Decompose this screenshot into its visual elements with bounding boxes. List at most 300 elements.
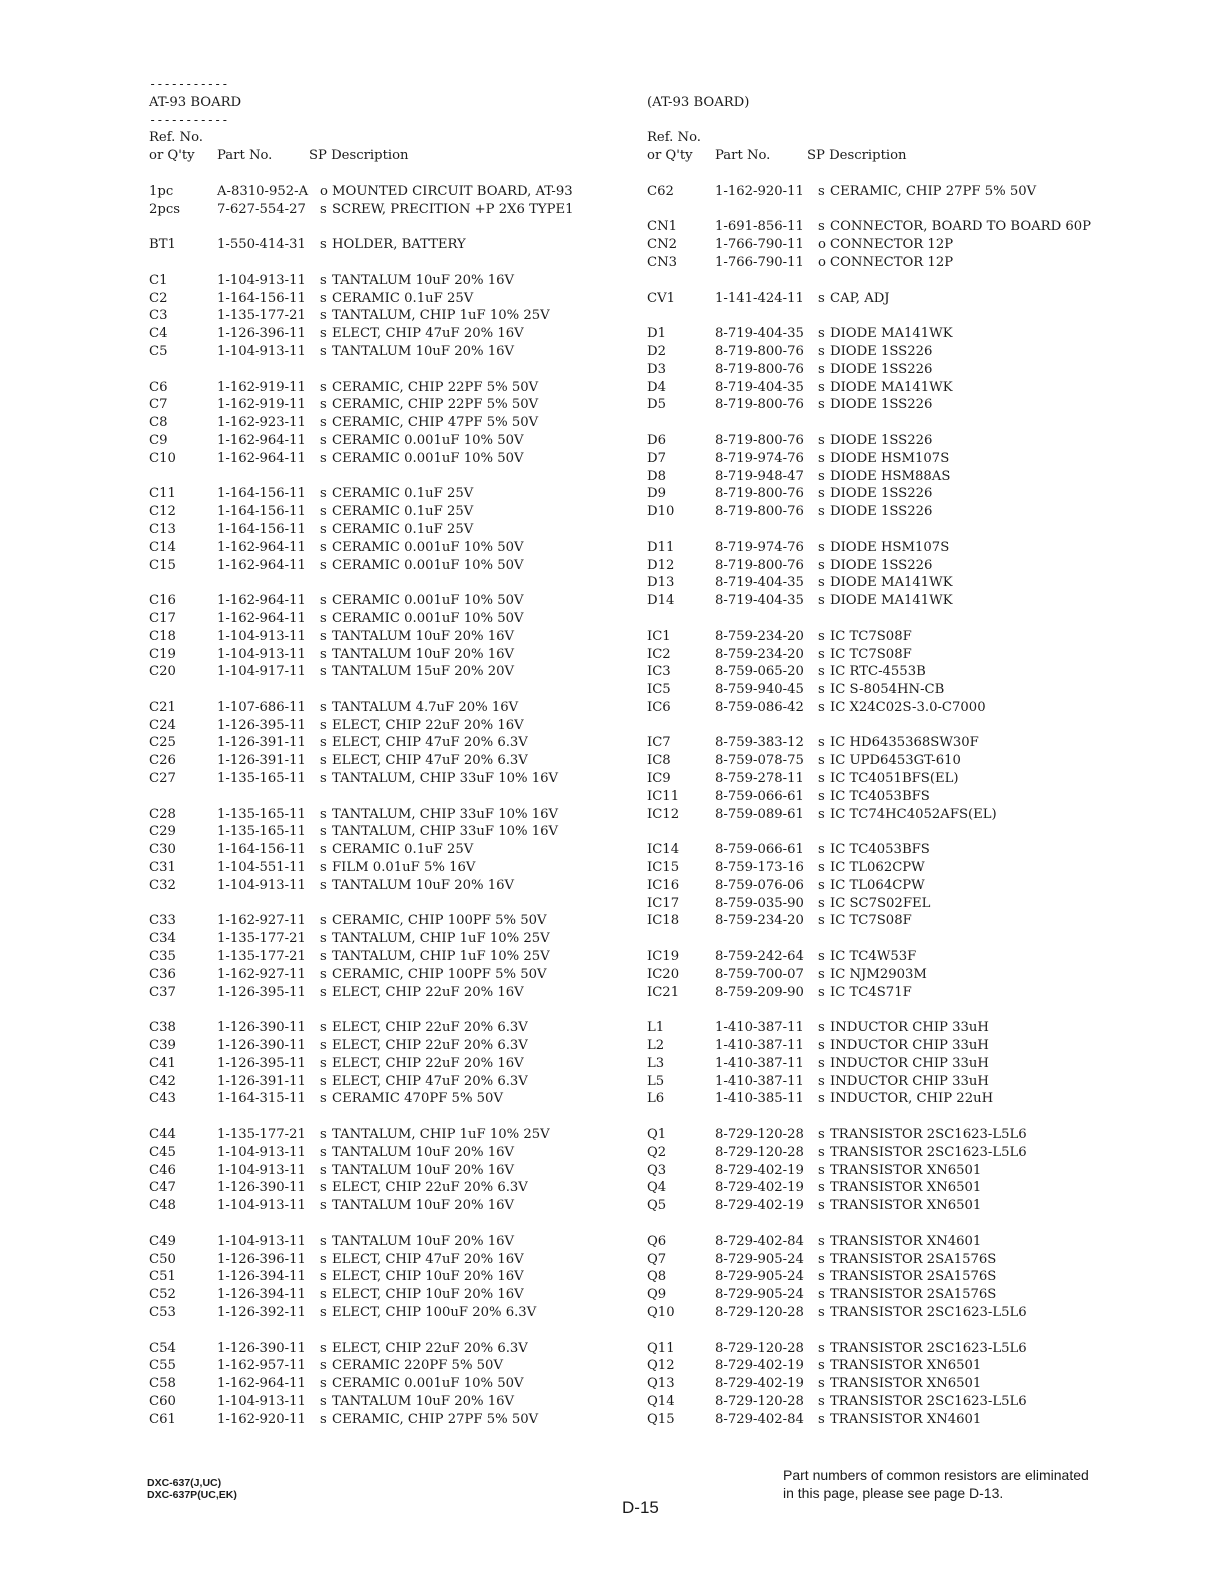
description: TRANSISTOR XN6501 [830,1198,982,1214]
part-row [149,396,609,414]
part-no: 1-104-913-11 [217,877,306,893]
ref-no: C12 [149,504,176,520]
part-row [647,752,1147,770]
part-row [149,1268,609,1286]
part-row [149,1055,609,1073]
part-no: 1-107-686-11 [217,699,306,715]
ref-no: D6 [647,432,666,448]
part-row [647,1411,1147,1429]
sp-code: s [818,1055,825,1071]
part-row [149,503,609,521]
ref-no: IC11 [647,788,680,804]
part-row [149,663,609,681]
ref-no: D11 [647,539,675,555]
sp-code: s [818,949,825,965]
ref-no: C47 [149,1180,176,1196]
part-row [149,930,609,948]
part-no: 8-719-800-76 [715,504,804,520]
part-row [647,592,1147,610]
description: ELECT, CHIP 10uF 20% 16V [332,1287,524,1303]
ref-no: Q8 [647,1269,667,1285]
description: CERAMIC, CHIP 22PF 5% 50V [332,379,539,395]
part-no: 1-410-387-11 [715,1020,804,1036]
part-row [149,770,609,788]
ref-no: CV1 [647,290,676,306]
sp-code: s [320,1073,327,1089]
part-row [647,218,1147,236]
part-no: 7-627-554-27 [217,201,306,217]
sp-code: s [320,557,327,573]
sp-code: s [818,219,825,235]
description: TRANSISTOR 2SA1576S [830,1269,997,1285]
part-row [149,1357,609,1375]
description: CERAMIC 0.001uF 10% 50V [332,610,524,626]
part-row [647,734,1147,752]
ref-no: Q3 [647,1162,667,1178]
ref-no: C45 [149,1144,176,1160]
part-row [149,485,609,503]
part-row [149,539,609,557]
ref-no: C19 [149,646,176,662]
description: CERAMIC 0.001uF 10% 50V [332,557,524,573]
part-row [149,752,609,770]
description: TANTALUM, CHIP 33uF 10% 16V [332,806,559,822]
part-no: 1-162-964-11 [217,610,306,626]
description: TANTALUM, CHIP 1uF 10% 25V [332,949,550,965]
part-row [647,1162,1147,1180]
description: DIODE HSM107S [830,450,950,466]
part-row [647,859,1147,877]
part-no: 8-759-066-61 [715,788,804,804]
sp-code: s [320,1304,327,1320]
sp-code: s [818,450,825,466]
description: CERAMIC 0.1uF 25V [332,486,474,502]
part-row [647,236,1147,254]
description: IC SC7S02FEL [830,895,931,911]
description: IC S-8054HN-CB [830,682,945,698]
description: INDUCTOR CHIP 33uH [830,1055,989,1071]
part-no: 8-759-234-20 [715,628,804,644]
description: IC TC4W53F [830,949,917,965]
description: ELECT, CHIP 22uF 20% 16V [332,717,524,733]
sp-code: s [818,628,825,644]
part-row [149,183,609,201]
ref-no: 2pcs [149,201,180,217]
description: CERAMIC 0.1uF 25V [332,504,474,520]
description: TRANSISTOR XN6501 [830,1162,982,1178]
ref-no: C3 [149,308,168,324]
description: DIODE 1SS226 [830,504,933,520]
header-ref-qty: or Q'ty [647,148,693,164]
part-row [647,806,1147,824]
part-no: 1-550-414-31 [217,237,306,253]
part-no: 1-135-165-11 [217,771,306,787]
ref-no: IC21 [647,984,680,1000]
ref-no: CN2 [647,237,678,253]
part-row [647,1357,1147,1375]
part-no: 8-719-800-76 [715,343,804,359]
ref-no: IC20 [647,966,680,982]
part-row [647,1073,1147,1091]
description: ELECT, CHIP 47uF 20% 6.3V [332,753,528,769]
description: CERAMIC 0.001uF 10% 50V [332,432,524,448]
part-no: 1-162-964-11 [217,1376,306,1392]
part-row [149,859,609,877]
part-row [647,1019,1147,1037]
sp-code: s [818,557,825,573]
part-no: 1-104-913-11 [217,646,306,662]
part-row [149,307,609,325]
description: DIODE 1SS226 [830,557,933,573]
part-row [149,272,609,290]
part-no: 8-729-402-19 [715,1180,804,1196]
part-no: 1-104-913-11 [217,628,306,644]
description: CONNECTOR 12P [830,237,954,253]
ref-no: IC17 [647,895,680,911]
description: TRANSISTOR 2SA1576S [830,1287,997,1303]
ref-no: C6 [149,379,168,395]
part-no: 8-729-120-28 [715,1340,804,1356]
part-no: 1-126-394-11 [217,1269,306,1285]
part-no: 1-104-913-11 [217,1393,306,1409]
part-no: 8-719-800-76 [715,432,804,448]
part-row [149,1340,609,1358]
description: TANTALUM 10uF 20% 16V [332,877,515,893]
description: CERAMIC 0.1uF 25V [332,842,474,858]
part-no: 1-126-391-11 [217,1073,306,1089]
part-row [647,966,1147,984]
description: TANTALUM 10uF 20% 16V [332,1198,515,1214]
description: CERAMIC, CHIP 100PF 5% 50V [332,966,547,982]
ref-no: 1pc [149,183,174,199]
part-row [647,788,1147,806]
ref-no: CN1 [647,219,678,235]
ref-no: CN3 [647,254,678,270]
part-row [647,183,1147,201]
part-no: 1-126-395-11 [217,717,306,733]
description: TRANSISTOR XN6501 [830,1358,982,1374]
ref-no: D4 [647,379,666,395]
ref-no: C15 [149,557,176,573]
description: CAP, ADJ [830,290,890,306]
description: MOUNTED CIRCUIT BOARD, AT-93 [332,183,573,199]
sp-code: o [320,183,328,199]
sp-code: s [818,183,825,199]
part-row [149,1073,609,1091]
description: TANTALUM 10uF 20% 16V [332,1233,515,1249]
part-row [149,1019,609,1037]
description: IC TC4053BFS [830,788,930,804]
part-no: 8-719-974-76 [715,450,804,466]
description: CERAMIC, CHIP 47PF 5% 50V [332,415,539,431]
part-no: 8-729-905-24 [715,1251,804,1267]
sp-code: s [320,1287,327,1303]
part-no: 1-126-394-11 [217,1287,306,1303]
ref-no: C38 [149,1020,176,1036]
description: TANTALUM 15uF 20% 20V [332,664,515,680]
part-no: 8-729-402-19 [715,1162,804,1178]
description: IC TC7S08F [830,913,912,929]
sp-code: s [320,308,327,324]
ref-no: Q6 [647,1233,667,1249]
sp-code: s [320,326,327,342]
part-no: 8-759-234-20 [715,913,804,929]
description: CERAMIC, CHIP 22PF 5% 50V [332,397,539,413]
sp-code: s [320,771,327,787]
part-row [647,432,1147,450]
sp-code: s [818,504,825,520]
ref-no: C18 [149,628,176,644]
part-no: 1-766-790-11 [715,254,804,270]
parts-list [647,183,1147,1429]
sp-code: s [320,486,327,502]
description: DIODE MA141WK [830,379,953,395]
ref-no: D1 [647,326,666,342]
ref-no: C24 [149,717,176,733]
ref-no: IC2 [647,646,671,662]
part-no: 1-126-390-11 [217,1340,306,1356]
sp-code: s [320,1340,327,1356]
sp-code: s [818,806,825,822]
part-row [149,1197,609,1215]
sp-code: s [818,539,825,555]
part-row [149,646,609,664]
part-no: 1-162-964-11 [217,432,306,448]
description: DIODE 1SS226 [830,361,933,377]
description: IC TC7S08F [830,646,912,662]
description: IC TC4053BFS [830,842,930,858]
ref-no: C46 [149,1162,176,1178]
sp-code: s [818,699,825,715]
description: TANTALUM, CHIP 33uF 10% 16V [332,824,559,840]
part-row [149,432,609,450]
board-title: AT-93 BOARD [149,94,242,110]
ref-no: IC5 [647,682,671,698]
part-row [149,1090,609,1108]
sp-code: s [320,415,327,431]
sp-code: s [818,1304,825,1320]
part-no: 1-162-964-11 [217,450,306,466]
part-row [149,1393,609,1411]
ref-no: C28 [149,806,176,822]
part-no: 1-410-387-11 [715,1073,804,1089]
part-row [647,1197,1147,1215]
ref-no: Q9 [647,1287,667,1303]
ref-no: IC8 [647,753,671,769]
ref-no: C11 [149,486,176,502]
description: IC TC7S08F [830,628,912,644]
part-no: 1-104-913-11 [217,1144,306,1160]
sp-code: s [320,1376,327,1392]
part-row [647,770,1147,788]
sp-code: s [818,326,825,342]
ref-no: IC3 [647,664,671,680]
description: TANTALUM 10uF 20% 16V [332,343,515,359]
part-row [647,1179,1147,1197]
description: CERAMIC 470PF 5% 50V [332,1091,503,1107]
sp-code: s [320,931,327,947]
ref-no: D13 [647,575,675,591]
part-no: 8-719-404-35 [715,379,804,395]
part-no: 8-759-278-11 [715,771,804,787]
part-no: 1-162-927-11 [217,913,306,929]
ref-no: C49 [149,1233,176,1249]
sp-code: s [818,1038,825,1054]
part-no: 1-162-923-11 [217,415,306,431]
part-row [149,823,609,841]
ref-no: C60 [149,1393,176,1409]
ref-no: C37 [149,984,176,1000]
description: CERAMIC 0.001uF 10% 50V [332,1376,524,1392]
resistor-note [783,1466,1163,1502]
part-row [149,948,609,966]
ref-no: IC18 [647,913,680,929]
description: ELECT, CHIP 22uF 20% 16V [332,984,524,1000]
part-no: 8-719-404-35 [715,326,804,342]
part-no: 1-126-392-11 [217,1304,306,1320]
description: ELECT, CHIP 47uF 20% 16V [332,326,524,342]
part-row [149,717,609,735]
ref-no: C44 [149,1127,176,1143]
sp-code: s [320,717,327,733]
ref-no: D7 [647,450,666,466]
sp-code: s [818,1287,825,1303]
part-row [647,841,1147,859]
part-row [149,592,609,610]
sp-code: s [320,1269,327,1285]
part-row [647,1375,1147,1393]
sp-code: s [320,949,327,965]
ref-no: C42 [149,1073,176,1089]
part-row [149,841,609,859]
description: IC TC4051BFS(EL) [830,771,959,787]
ref-no: C27 [149,771,176,787]
part-no: 1-162-919-11 [217,379,306,395]
sp-code: o [818,254,826,270]
ref-no: C16 [149,593,176,609]
part-no: A-8310-952-A [217,183,309,199]
sp-code: s [320,1180,327,1196]
part-row [647,1268,1147,1286]
sp-code: s [320,397,327,413]
left-column [149,76,609,1429]
sp-code: s [818,432,825,448]
right-column [647,76,1147,1429]
part-no: 8-729-120-28 [715,1127,804,1143]
page-number: D-15 [622,1498,659,1517]
sp-code: s [818,984,825,1000]
sp-code: s [320,1038,327,1054]
part-row [149,877,609,895]
ref-no: C48 [149,1198,176,1214]
description: INDUCTOR CHIP 33uH [830,1020,989,1036]
description: IC X24C02S-3.0-C7000 [830,699,986,715]
part-row [647,628,1147,646]
sp-code: s [818,1251,825,1267]
sp-code: s [320,379,327,395]
ref-no: D3 [647,361,666,377]
part-no: 1-162-964-11 [217,557,306,573]
note-line-2: in this page, please see page D-13. [783,1485,1004,1501]
part-row [149,1179,609,1197]
part-no: 1-141-424-11 [715,290,804,306]
sp-code: s [818,1269,825,1285]
sp-code: s [320,1251,327,1267]
part-no: 1-164-156-11 [217,504,306,520]
description: TANTALUM 10uF 20% 16V [332,1162,515,1178]
part-no: 1-126-391-11 [217,753,306,769]
part-row [149,557,609,575]
part-row [647,343,1147,361]
ref-no: Q2 [647,1144,667,1160]
part-no: 8-719-800-76 [715,361,804,377]
ref-no: IC6 [647,699,671,715]
part-no: 8-759-035-90 [715,895,804,911]
part-no: 1-162-920-11 [217,1411,306,1427]
description: DIODE MA141WK [830,575,953,591]
sp-code: s [320,664,327,680]
part-row [149,610,609,628]
sp-code: s [818,1411,825,1427]
part-no: 1-126-390-11 [217,1020,306,1036]
description: TRANSISTOR 2SC1623-L5L6 [830,1340,1027,1356]
description: ELECT, CHIP 22uF 20% 6.3V [332,1180,528,1196]
model-number [147,1478,237,1501]
sp-code: s [818,646,825,662]
sp-code: s [320,1055,327,1071]
sp-code: s [320,343,327,359]
ref-no: Q15 [647,1411,675,1427]
part-no: 8-759-066-61 [715,842,804,858]
ref-no: C36 [149,966,176,982]
ref-no: C25 [149,735,176,751]
sp-code: s [818,486,825,502]
ref-no: L2 [647,1038,665,1054]
part-no: 1-691-856-11 [715,219,804,235]
ref-no: Q10 [647,1304,675,1320]
part-row [149,1304,609,1322]
ref-no: C33 [149,913,176,929]
sp-code: s [320,539,327,555]
description: CERAMIC, CHIP 27PF 5% 50V [332,1411,539,1427]
sp-code: s [320,432,327,448]
ref-no: IC14 [647,842,680,858]
model-line-2: DXC-637P(UC,EK) [147,1488,237,1501]
header-sp-description: SP Description [309,148,409,164]
ref-no: C9 [149,432,168,448]
part-no: 8-729-402-19 [715,1358,804,1374]
sp-code: s [818,895,825,911]
description: TANTALUM, CHIP 1uF 10% 25V [332,931,550,947]
sp-code: s [818,1198,825,1214]
description: TRANSISTOR XN4601 [830,1233,982,1249]
part-no: 1-135-165-11 [217,824,306,840]
description: IC HD6435368SW30F [830,735,979,751]
description: CERAMIC, CHIP 100PF 5% 50V [332,913,547,929]
part-no: 1-126-390-11 [217,1038,306,1054]
part-row [647,1037,1147,1055]
sp-code: s [320,610,327,626]
sp-code: s [818,842,825,858]
ref-no: IC19 [647,949,680,965]
part-row [647,325,1147,343]
part-row [149,806,609,824]
part-no: 8-759-173-16 [715,860,804,876]
part-row [149,290,609,308]
sp-code: s [818,1376,825,1392]
part-row [647,1090,1147,1108]
part-row [647,1251,1147,1269]
